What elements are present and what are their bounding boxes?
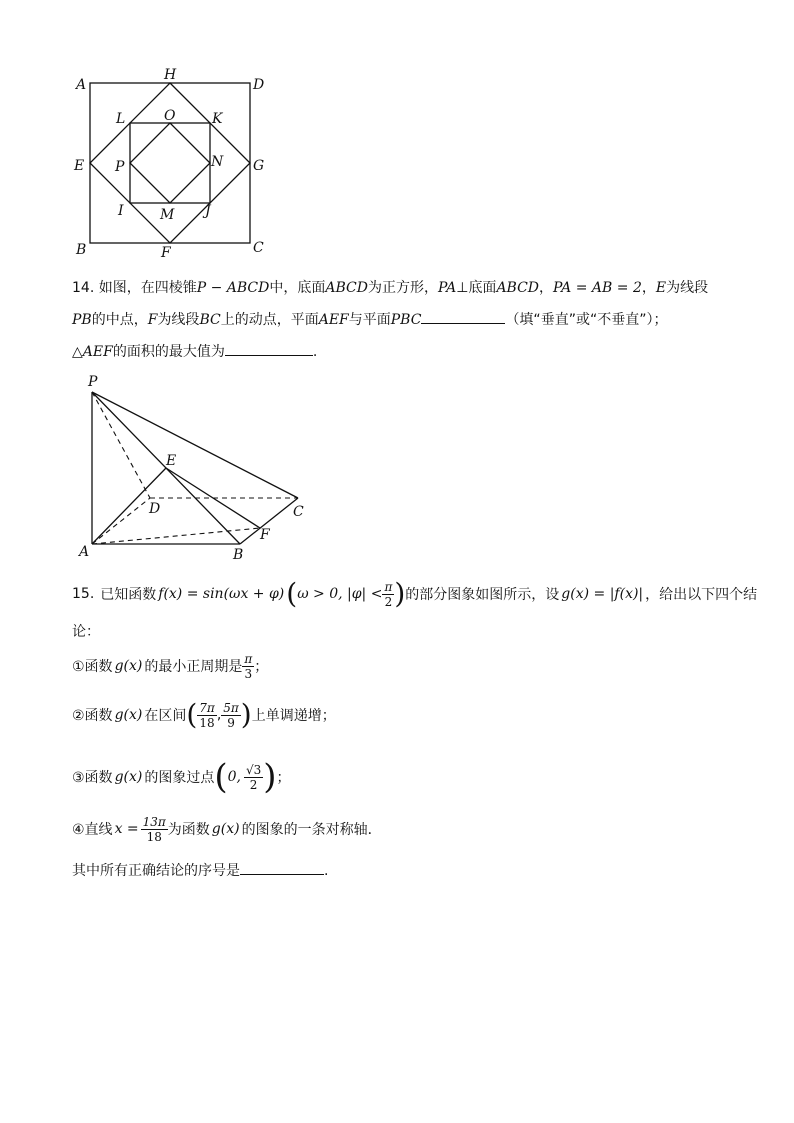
label-O: O: [164, 108, 176, 124]
q15-gx: g(x): [211, 821, 240, 837]
label-H: H: [164, 67, 177, 83]
q15-gx: g(x) = |f(x)|: [561, 586, 644, 602]
q14-pb: PB: [72, 312, 92, 328]
q15-text: 的图象的一条对称轴．: [241, 822, 382, 838]
q15-conclusion-1: [72, 650, 268, 682]
q15-text: 为函数: [167, 822, 210, 838]
label-I: I: [118, 203, 124, 219]
q15-text: 其中所有正确结论的序号是: [72, 863, 240, 879]
label-B: B: [76, 242, 87, 258]
q14-text: 的中点，: [91, 312, 148, 328]
q14-answer-blank-2: [225, 343, 313, 356]
q15-text: ②函数: [72, 708, 113, 724]
pyramid-figure: [72, 370, 312, 562]
label-E: E: [166, 453, 177, 469]
q14-text: 上的动点，平面: [220, 312, 319, 328]
q14-pa: PA: [437, 280, 457, 296]
q14-equation: PA = AB = 2: [553, 280, 642, 296]
q15-paren-close: ): [394, 577, 406, 610]
q14-bc: BC: [199, 312, 221, 328]
q14-aef2: AEF: [82, 344, 113, 360]
q14-line1: [72, 277, 708, 297]
q15-text: ；: [254, 659, 269, 675]
edge-AF: [92, 528, 260, 544]
q14-text: （填“垂直”或“不垂直”）；: [505, 312, 668, 328]
q15-text: 上单调递增；: [251, 708, 336, 724]
label-M: M: [160, 207, 175, 223]
label-P: P: [115, 159, 125, 175]
q15-paren-close: ): [263, 757, 277, 797]
q15-comma: ,: [216, 707, 222, 723]
middle-square: [130, 123, 210, 203]
q15-text: 论：: [72, 624, 100, 640]
q15-paren-open: (: [286, 577, 298, 610]
q15-x-eq: x =: [114, 821, 139, 837]
q15-text: ④直线: [72, 822, 113, 838]
edge-PD: [92, 392, 150, 498]
q15-pi-over-2: $\frac{\pi}{2}$: [384, 579, 393, 609]
q14-text: 中，底面: [269, 280, 326, 296]
label-C: C: [253, 240, 264, 256]
q14-abcd: ABCD: [325, 280, 368, 296]
q15-text: ，给出以下四个结: [645, 587, 758, 603]
edge-PC: [92, 392, 298, 498]
q15-text: 的部分图象如图所示，设: [405, 587, 560, 603]
label-D: D: [253, 77, 265, 93]
q15-text: 在区间: [144, 708, 187, 724]
q15-zero: 0,: [227, 769, 241, 785]
q15-number: 15.: [72, 586, 95, 602]
q15-paren-close: ): [240, 698, 252, 731]
q15-conclusion-2: [72, 696, 336, 734]
q14-text: 底面: [468, 280, 497, 296]
label-C: C: [293, 504, 304, 520]
label-L: L: [116, 111, 126, 127]
q15-gx: g(x): [114, 707, 143, 723]
q15-condition: ω > 0, |φ| <: [297, 586, 383, 602]
q15-5pi-9: $\frac{5\pi}{9}$: [223, 700, 239, 730]
inner-diamond: [130, 123, 210, 203]
q14-line3: [72, 341, 317, 361]
q14-pyramid: P − ABCD: [196, 280, 270, 296]
q15-text: ①函数: [72, 659, 113, 675]
q14-aef: AEF: [318, 312, 349, 328]
q14-text: .: [312, 344, 318, 360]
edge-AD: [92, 498, 150, 544]
q14-text: 的面积的最大值为: [112, 344, 225, 360]
q15-fx: f(x) = sin(ωx + φ): [158, 586, 285, 602]
nested-squares-figure: [65, 62, 285, 267]
q15-final: [72, 860, 328, 880]
label-B: B: [233, 547, 244, 562]
q14-text: 与平面: [348, 312, 391, 328]
q15-text: 的最小正周期是: [144, 659, 243, 675]
q14-text: 为正方形，: [367, 280, 438, 296]
q14-text: 为线段: [666, 280, 709, 296]
q14-text: 为线段: [157, 312, 200, 328]
label-N: N: [211, 154, 224, 170]
q15-text: 已知函数: [100, 587, 157, 603]
q14-comma: ，: [539, 280, 554, 296]
q15-7pi-18: $\frac{7\pi}{18}$: [199, 700, 215, 730]
label-P: P: [88, 374, 98, 390]
q15-pi-over-3: $\frac{\pi}{3}$: [244, 651, 253, 681]
q15-paren-open: (: [214, 757, 228, 797]
q15-conclusion-4: [72, 812, 382, 846]
q14-line2: [72, 309, 667, 329]
q15-gx: g(x): [114, 769, 143, 785]
q14-triangle: △: [72, 344, 83, 360]
q14-e: E: [655, 280, 667, 296]
q15-answer-blank: [240, 862, 324, 875]
label-A: A: [79, 544, 90, 560]
label-F: F: [260, 527, 270, 543]
label-F: F: [161, 245, 171, 261]
q14-abcd2: ABCD: [496, 280, 540, 296]
q15-text: .: [324, 863, 329, 879]
label-G: G: [253, 158, 265, 174]
label-A: A: [76, 77, 87, 93]
q14-answer-blank-1: [421, 311, 505, 324]
q15-line2: [72, 621, 100, 641]
q15-gx: g(x): [114, 658, 143, 674]
q15-text: 的图象过点: [144, 770, 215, 786]
label-D: D: [149, 501, 161, 517]
q15-text: ；: [276, 770, 291, 786]
label-K: K: [212, 111, 223, 127]
q14-text: 如图，在四棱锥: [98, 280, 197, 296]
q14-text: ，: [641, 280, 656, 296]
q15-paren-open: (: [186, 698, 198, 731]
q14-perp: ⊥: [456, 280, 469, 296]
q15-text: ③函数: [72, 770, 113, 786]
q14-pbc: PBC: [390, 312, 422, 328]
q14-number: 14.: [72, 280, 95, 296]
label-J: J: [205, 203, 211, 219]
q14-f: F: [147, 312, 158, 328]
q15-conclusion-3: [72, 756, 291, 798]
q15-13pi-18: $\frac{13\pi}{18}$: [142, 814, 166, 844]
label-E: E: [74, 158, 85, 174]
q15-sqrt3-over-2: $\frac{√3}{2}$: [245, 762, 262, 792]
q15-line1: [72, 578, 757, 610]
